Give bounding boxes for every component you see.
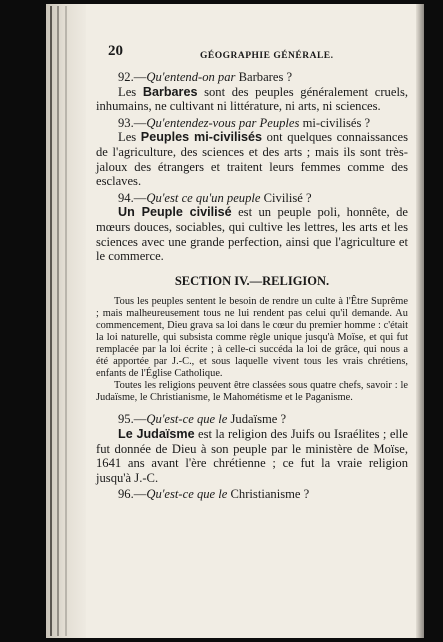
- gutter-edge-line: [57, 6, 59, 636]
- answer-94: Un Peuple civilisé est un peuple poli, honnête, de mœurs douces, sociables, qui cultive les lettres, les arts et les sciences avec une grande perfection, ainsi que l'agriculture et le commerce.: [96, 205, 409, 264]
- question-93: 93.—Qu'entendez-vous par Peuples mi-civilisés ?: [118, 115, 371, 130]
- answer-93: Les Peuples mi-civilisés ont quelques connaissances de l'agriculture, des sciences et des arts ; mais ils sont très-jaloux des étrangers et traitent leurs femmes comme des esclaves.: [96, 130, 408, 189]
- question-96: 96.—Qu'est-ce que le Christianisme ?: [118, 487, 310, 502]
- answer-92: Les Barbares sont des peuples généralement cruels, inhumains, ne cultivant ni littérature, ni arts, ni sciences.: [96, 84, 408, 114]
- question-95: 95.—Qu'est-ce que le Judaïsme ?: [118, 412, 287, 427]
- page-header: [96, 43, 408, 62]
- answer-95: Le Judaïsme est la religion des Juifs ou Israélites ; elle fut donnée de Dieu à son peuple par le ministère de Moïse, 1641 ans avant l'ère chrétienne ; ce fut la vraie religion jusqu'à J.-C.: [96, 426, 408, 485]
- page-edge-shadow: [416, 4, 424, 638]
- religion-classes-paragraph: Toutes les religions peuvent être classées sous quatre chefs, savoir : le Judaïsme, le Christianisme, le Mahométisme et le Paganisme.: [96, 380, 408, 404]
- running-title: GÉOGRAPHIE GÉNÉRALE.: [200, 51, 334, 61]
- page-text: [96, 43, 409, 502]
- religion-paragraph: Tous les peuples sentent le besoin de rendre un culte à l'Être Suprême ; mais malheureusement tous ne lui rendent pas celui qu'il demande. Au commencement, Dieu grava sa loi dans le cœur du premier homme : c'était la loi naturelle, qui subsista comme règle unique jusqu'à Moïse, et qui fut remplacée par la loi écrite ; à celle-ci succéda la loi de grâce, qui nous a été apportée par J.-C., et sous laquelle vivent tous les vrais chrétiens, enfants de l'Église Catholique.: [96, 296, 408, 380]
- section-heading: SECTION IV.—RELIGION.: [174, 273, 330, 288]
- gutter-edge-line: [50, 6, 52, 636]
- question-94: 94.—Qu'est ce qu'un peuple Civilisé ?: [118, 190, 312, 205]
- question-92: 92.—Qu'entend-on par Barbares ?: [118, 70, 293, 84]
- page-number: 20: [108, 43, 123, 59]
- gutter-edge-line: [65, 6, 67, 636]
